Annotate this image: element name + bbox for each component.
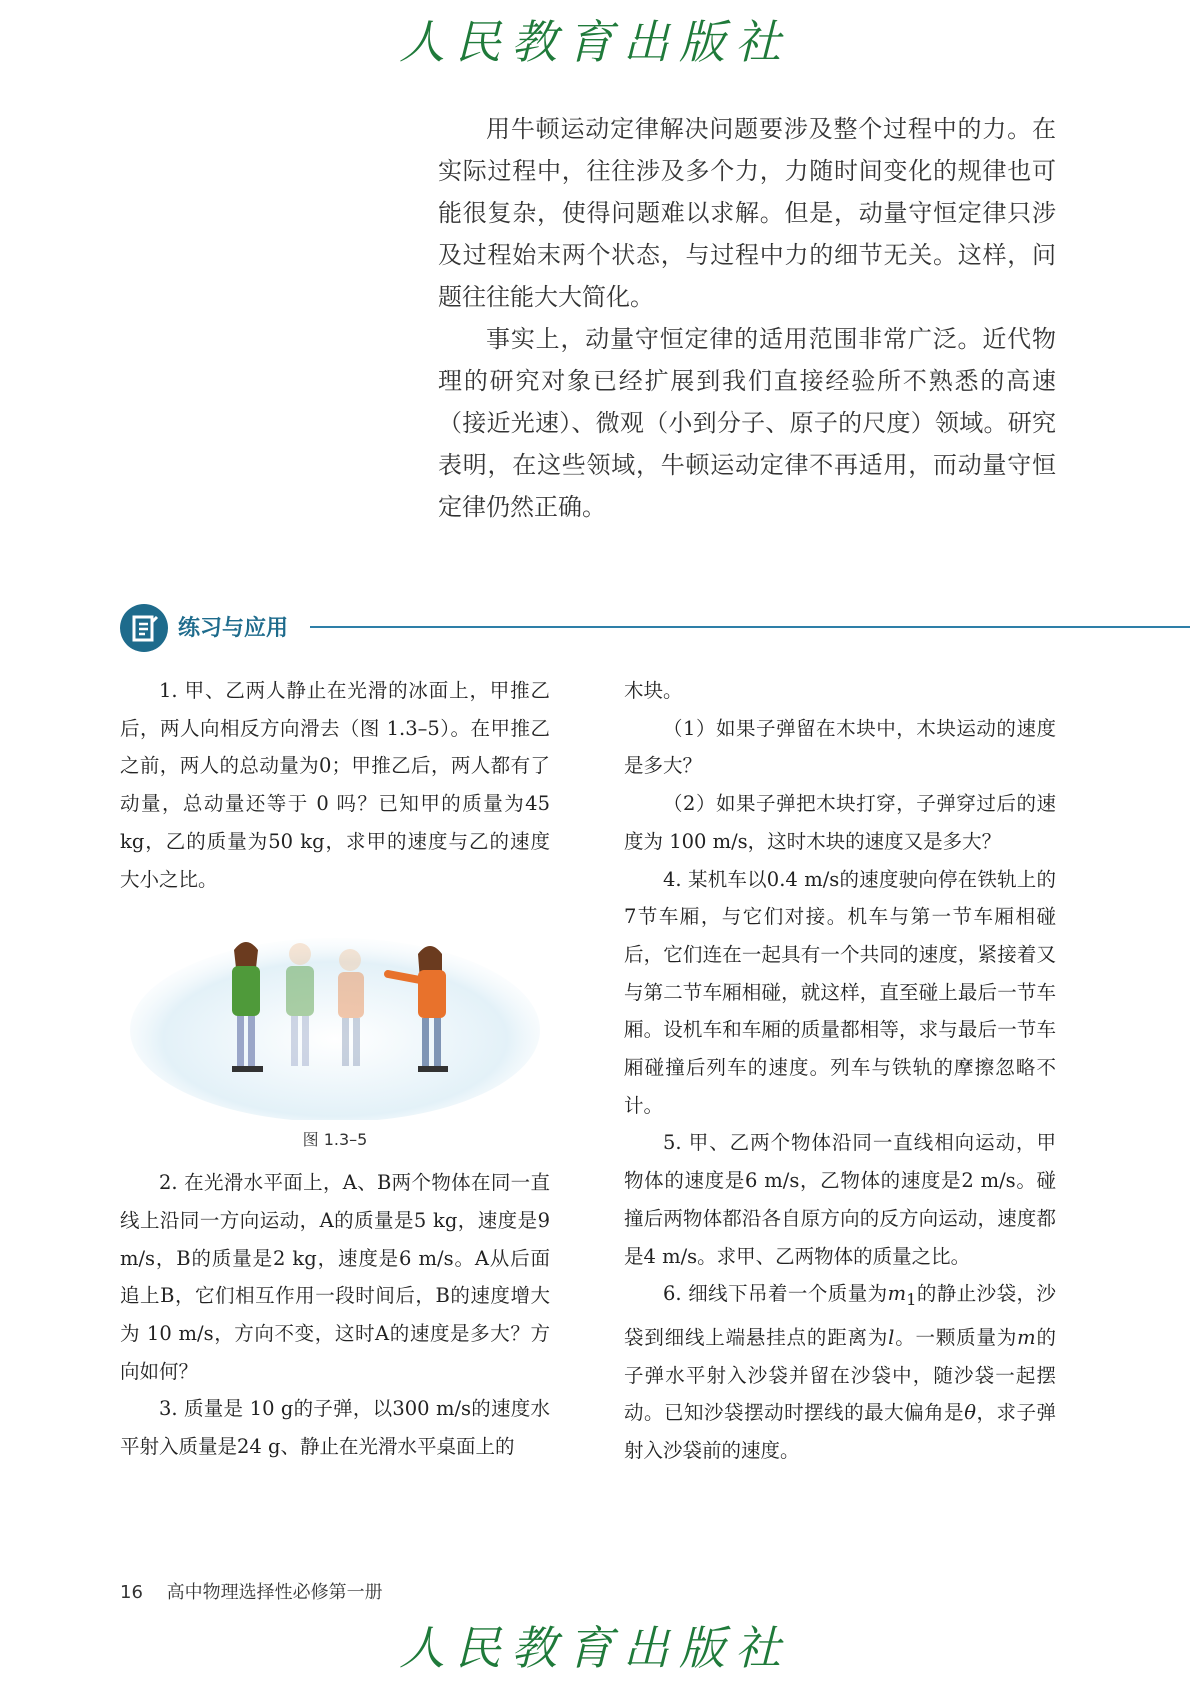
exercise-6: 6. 细线下吊着一个质量为$m_1$的静止沙袋，沙袋到细线上端悬挂点的距离为l。一颗质量为m的子弹水平射入沙袋并留在沙袋中，随沙袋一起摆动。已知沙袋摆动时摆线的最大偏角是θ，求子弹射入沙袋前的速度。 — [624, 1282, 1056, 1462]
exercise-5: 5. 甲、乙两个物体沿同一直线相向运动，甲物体的速度是6 m/s，乙物体的速度是2 m/s。碰撞后两物体都沿各自原方向的反方向运动，速度都是4 m/s。求甲、乙两物体的质量之比。 — [624, 1131, 1056, 1268]
publisher-logo-top: 人民教育出版社 — [399, 15, 791, 69]
intro-paragraph-2: 事实上，动量守恒定律的适用范围非常广泛。近代物理的研究对象已经扩展到我们直接经验所不熟悉的高速（接近光速）、微观（小到分子、原子的尺度）领域。研究表明，在这些领域，牛顿运动定律不再适用，而动量守恒定律仍然正确。 — [438, 325, 1056, 521]
page-footer — [120, 1578, 383, 1604]
exercise-left-column — [120, 672, 550, 1466]
exercise-right-column — [624, 672, 1056, 1470]
exercise-icon — [120, 604, 168, 652]
exercise-2: 2. 在光滑水平面上，A、B两个物体在同一直线上沿同一方向运动，A的质量是5 kg，速度是9 m/s，B的质量是2 kg，速度是6 m/s。A从后面追上B，它们相互作用一段时间后，B的速度增大为 10 m/s，方向不变，这时A的速度是多大？方向如何？ — [120, 1171, 550, 1383]
section-title: 练习与应用 — [178, 616, 289, 641]
exercise-3-part-1: （1）如果子弹留在木块中，木块运动的速度是多大？ — [624, 716, 1056, 778]
skaters-illustration — [128, 920, 542, 1120]
exercise-4: 4. 某机车以0.4 m/s的速度驶向停在铁轨上的7节车厢，与它们对接。机车与第一节车厢相碰后，它们连在一起具有一个共同的速度，紧接着又与第二节车厢相碰，就这样，直至碰上最后一节车厢。设机车和车厢的质量都相等，求与最后一节车厢碰撞后列车的速度。列车与铁轨的摩擦忽略不计。 — [624, 867, 1056, 1117]
exercise-3-part-2: （2）如果子弹把木块打穿，子弹穿过后的速度为 100 m/s，这时木块的速度又是多大？ — [624, 792, 1056, 853]
exercise-section-header — [120, 602, 1190, 654]
exercise-3-continued: 木块。 — [624, 679, 683, 702]
page-number: 16 — [120, 1582, 143, 1603]
book-title: 高中物理选择性必修第一册 — [166, 1582, 383, 1603]
figure-1-3-5 — [120, 920, 550, 1152]
publisher-logo-bottom: 人民教育出版社 — [399, 1621, 791, 1675]
exercise-3: 3. 质量是 10 g的子弹，以300 m/s的速度水平射入质量是24 g、静止在光滑水平桌面上的 — [120, 1397, 550, 1459]
intro-text — [438, 108, 1056, 528]
figure-caption: 图 1.3–5 — [302, 1130, 368, 1150]
section-divider — [310, 626, 1190, 628]
intro-paragraph-1: 用牛顿运动定律解决问题要涉及整个过程中的力。在实际过程中，往往涉及多个力，力随时间变化的规律也可能很复杂，使得问题难以求解。但是，动量守恒定律只涉及过程始末两个状态，与过程中力的细节无关。这样，问题往往能大大简化。 — [438, 115, 1056, 311]
exercise-1: 1. 甲、乙两人静止在光滑的冰面上，甲推乙后，两人向相反方向滑去（图 1.3–5）。在甲推乙之前，两人的总动量为0；甲推乙后，两人都有了动量，总动量还等于 0 吗？已知甲的质量为45 kg，乙的质量为50 kg，求甲的速度与乙的速度大小之比。 — [120, 679, 550, 891]
